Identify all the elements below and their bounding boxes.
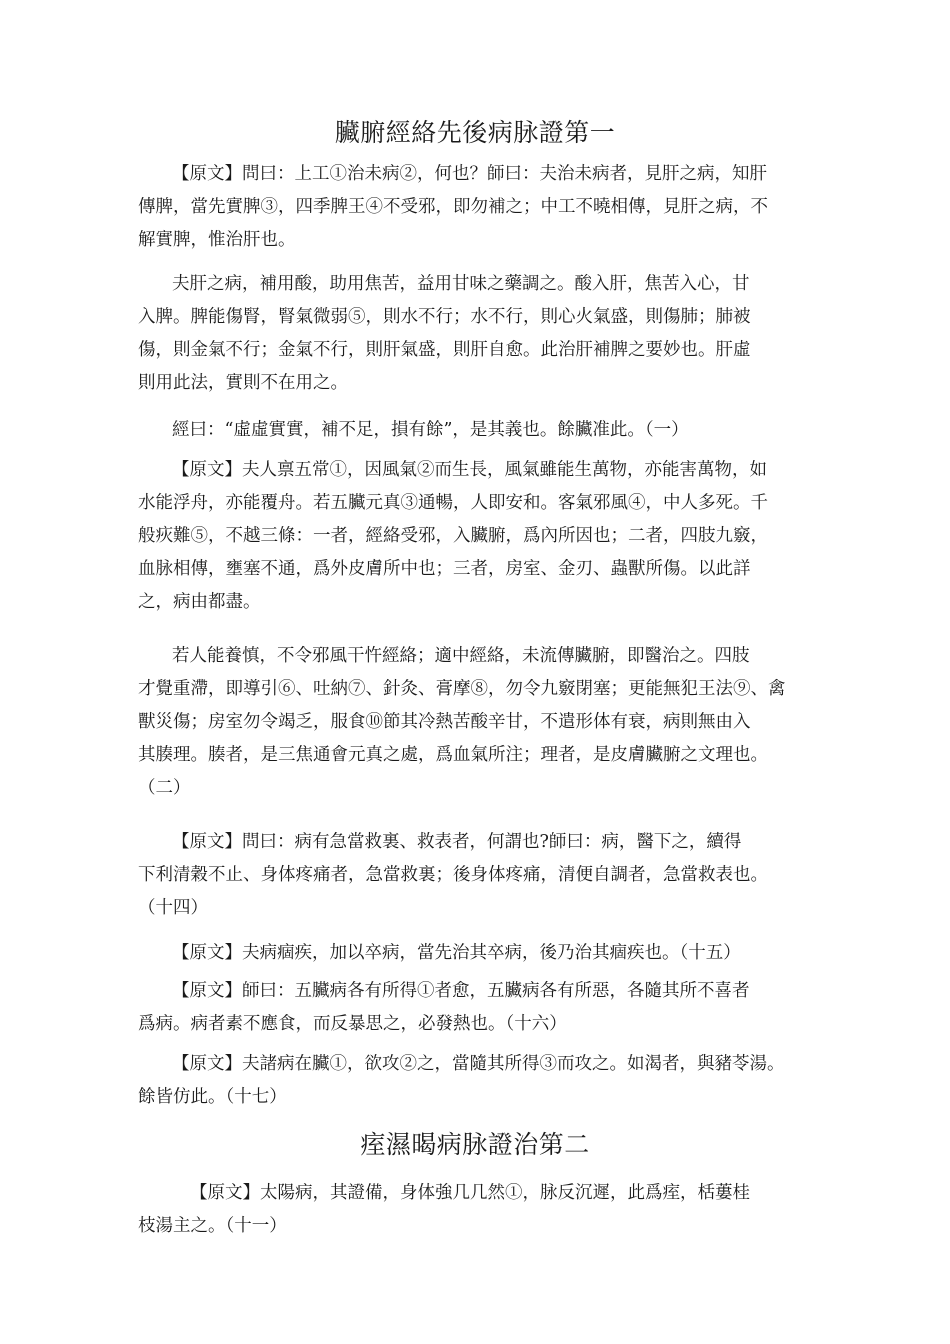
text-line: 【原文】夫人禀五常①，因風氣②而生長，風氣雖能生萬物，亦能害萬物，如: [172, 460, 767, 480]
text-line: 解實脾，惟治肝也。: [138, 230, 296, 250]
text-line: 才覺重滯，即導引⑥、吐納⑦、針灸、膏摩⑧，勿令九竅閉塞；更能無犯王法⑨、禽: [138, 679, 786, 699]
text-line: （二）: [138, 778, 191, 798]
text-line: 水能浮舟，亦能覆舟。若五臟元真③通暢，人即安和。客氣邪風④，中人多死。千: [138, 493, 768, 513]
text-line: 【原文】夫病痼疾，加以卒病，當先治其卒病，後乃治其痼疾也。（十五）: [172, 943, 741, 963]
text-line: 【原文】問曰：上工①治未病②，何也？師曰：夫治未病者，見肝之病，知肝: [172, 164, 767, 184]
paragraph: [138, 640, 828, 805]
paragraph: [138, 975, 828, 1041]
text-line: 傷，則金氣不行；金氣不行，則肝氣盛，則肝自愈。此治肝補脾之要妙也。肝虛: [138, 340, 751, 360]
paragraph: [138, 158, 828, 257]
paragraph: [138, 826, 828, 925]
text-line: 餘皆仿此。（十七）: [138, 1087, 287, 1107]
text-line: 傳脾，當先實脾③，四季脾王④不受邪，即勿補之；中工不曉相傳，見肝之病，不: [138, 197, 768, 217]
chapter-title: 痓濕暍病脉證治第二: [360, 1130, 590, 1159]
text-line: 枝湯主之。（十一）: [138, 1216, 287, 1236]
chapter-title: 臟腑經絡先後病脉證第一: [334, 118, 616, 147]
text-line: 【原文】太陽病，其證備，身体強几几然①，脉反沉遲，此爲痓，栝蔞桂: [190, 1183, 750, 1203]
text-line: 下利清穀不止、身体疼痛者，急當救裏；後身体疼痛，清便自調者，急當救表也。: [138, 865, 768, 885]
text-line: 若人能養慎，不令邪風干忤經絡；適中經絡，未流傳臟腑，即醫治之。四肢: [172, 646, 750, 666]
paragraph: [138, 937, 828, 970]
text-line: 獸災傷；房室勿令竭乏，服食⑩節其冷熱苦酸辛甘，不遣形体有衰，病則無由入: [138, 712, 751, 732]
text-line: 入脾。脾能傷腎，腎氣微弱⑤，則水不行；水不行，則心火氣盛，則傷肺；肺被: [138, 307, 751, 327]
paragraph: [138, 414, 828, 447]
paragraph: [138, 1048, 828, 1114]
text-line: 血脉相傳，壅塞不通，爲外皮膚所中也；三者，房室、金刃、蟲獸所傷。以此詳: [138, 559, 751, 579]
text-line: 夫肝之病，補用酸，助用焦苦，益用甘味之藥調之。酸入肝，焦苦入心，甘: [172, 274, 750, 294]
text-line: 般疢難⑤，不越三條：一者，經絡受邪，入臟腑，爲內所因也；二者，四肢九竅，: [138, 526, 768, 546]
paragraph: [138, 268, 828, 400]
text-line: 經曰：“虛虛實實，補不足，損有餘”，是其義也。餘臟准此。（一）: [172, 420, 689, 440]
paragraph: [138, 454, 828, 619]
text-line: 之，病由都盡。: [138, 592, 261, 612]
text-line: 【原文】夫諸病在臟①，欲攻②之，當隨其所得③而攻之。如渴者，與豬苓湯。: [172, 1054, 785, 1074]
text-line: （十四）: [138, 898, 208, 918]
text-line: 爲病。病者素不應食，而反暴思之，必發熱也。（十六）: [138, 1014, 567, 1034]
text-line: 【原文】師曰：五臟病各有所得①者愈，五臟病各有所惡，各隨其所不喜者: [172, 981, 750, 1001]
text-line: 【原文】問曰：病有急當救裏、救表者，何謂也?師曰：病，醫下之，續得: [172, 832, 742, 852]
text-line: 其腠理。腠者，是三焦通會元真之處，爲血氣所注；理者，是皮膚臟腑之文理也。: [138, 745, 768, 765]
text-line: 則用此法，實則不在用之。: [138, 373, 348, 393]
paragraph: [138, 1177, 828, 1243]
